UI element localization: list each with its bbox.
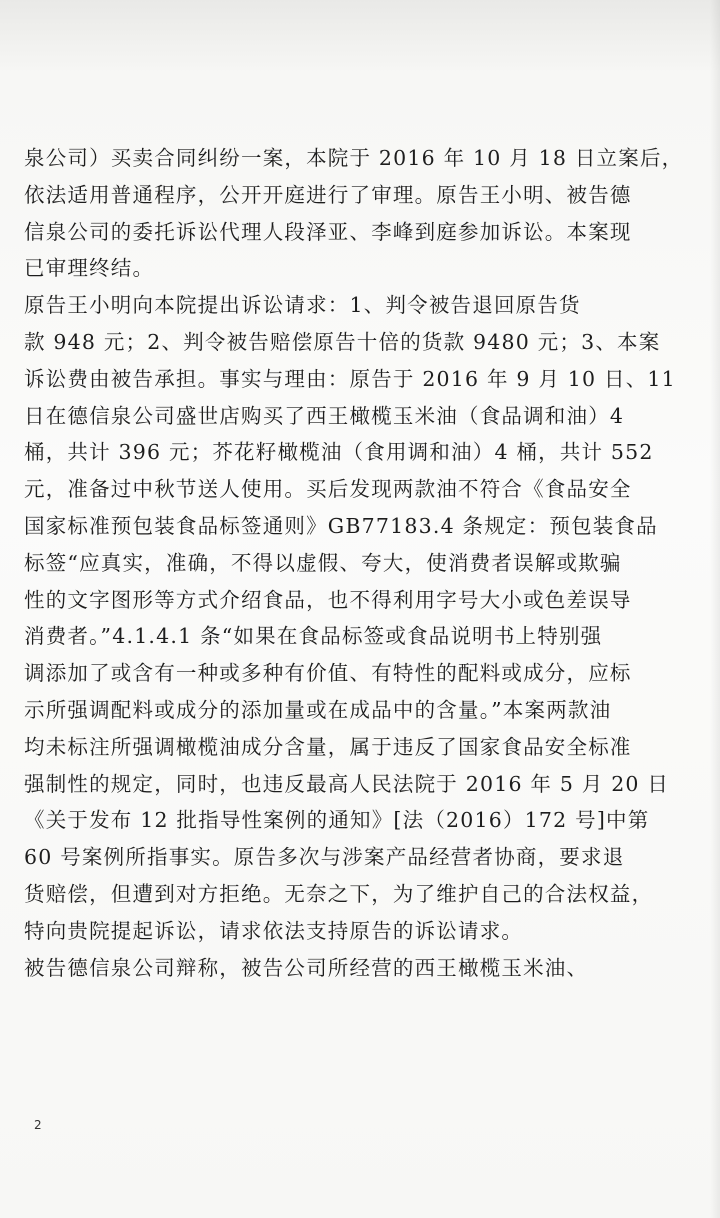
scan-right-edge [710, 0, 720, 1218]
paragraph-defendant-response: 被告德信泉公司辩称，被告公司所经营的西王橄榄玉米油、 [24, 955, 589, 980]
paragraph-case-intro: 泉公司）买卖合同纠纷一案，本院于 2016 年 10 月 18 日立案后， 依法适用普通程序，公开开庭进行了审理。原告王小明、被告德 信泉公司的委托诉讼代理人段泽亚、李峰到庭参加诉讼。本案现 已审理终结。 [24, 146, 684, 281]
page-number: 2 [34, 1118, 42, 1132]
scan-top-shadow [0, 0, 720, 70]
paragraph-plaintiff-claims: 原告王小明向本院提出诉讼请求：1、判令被告退回原告货 款 948 元；2、判令被告赔偿原告十倍的货款 9480 元；3、本案 诉讼费由被告承担。事实与理由：原告于 2016 年 9 月 10 日、11 日在德信泉公司盛世店购买了西王橄榄玉米油（食品调和油）4 桶，共计 396 元；芥花籽橄榄油（食用调和油）4 桶，共计 552 元，准备过中秋节送人使用。买后发现两款油不符合《食品安全 国家标准预包装食品标签通则》GB77183.4 条规定：预包装食品 标签“应真实，准确，不得以虚假、夸大，使消费者误解或欺骗 性的文字图形等方式介绍食品，也不得利用字号大小或色差误导 消费者。”4.1.4.1 条“如果在食品标签或食品说明书上特别强 调添加了或含有一种或多种有价值、有特性的配料或成分，应标 示所强调配料或成分的添加量或在成品中的含量。”本案两款油 均未标注所强调橄榄油成分含量，属于违反了国家食品安全标准 强制性的规定，同时，也违反最高人民法院于 2016 年 5 月 20 日 《关于发布 12 批指导性案例的通知》[法（2016）172 号]中第 60 号案例所指事实。原告多次与涉案产品经营者协商，要求退 货赔偿，但遭到对方拒绝。无奈之下，为了维护自己的合法权益， 特向贵院提起诉讼，请求依法支持原告的诉讼请求。 [24, 293, 676, 943]
document-body [24, 140, 694, 986]
